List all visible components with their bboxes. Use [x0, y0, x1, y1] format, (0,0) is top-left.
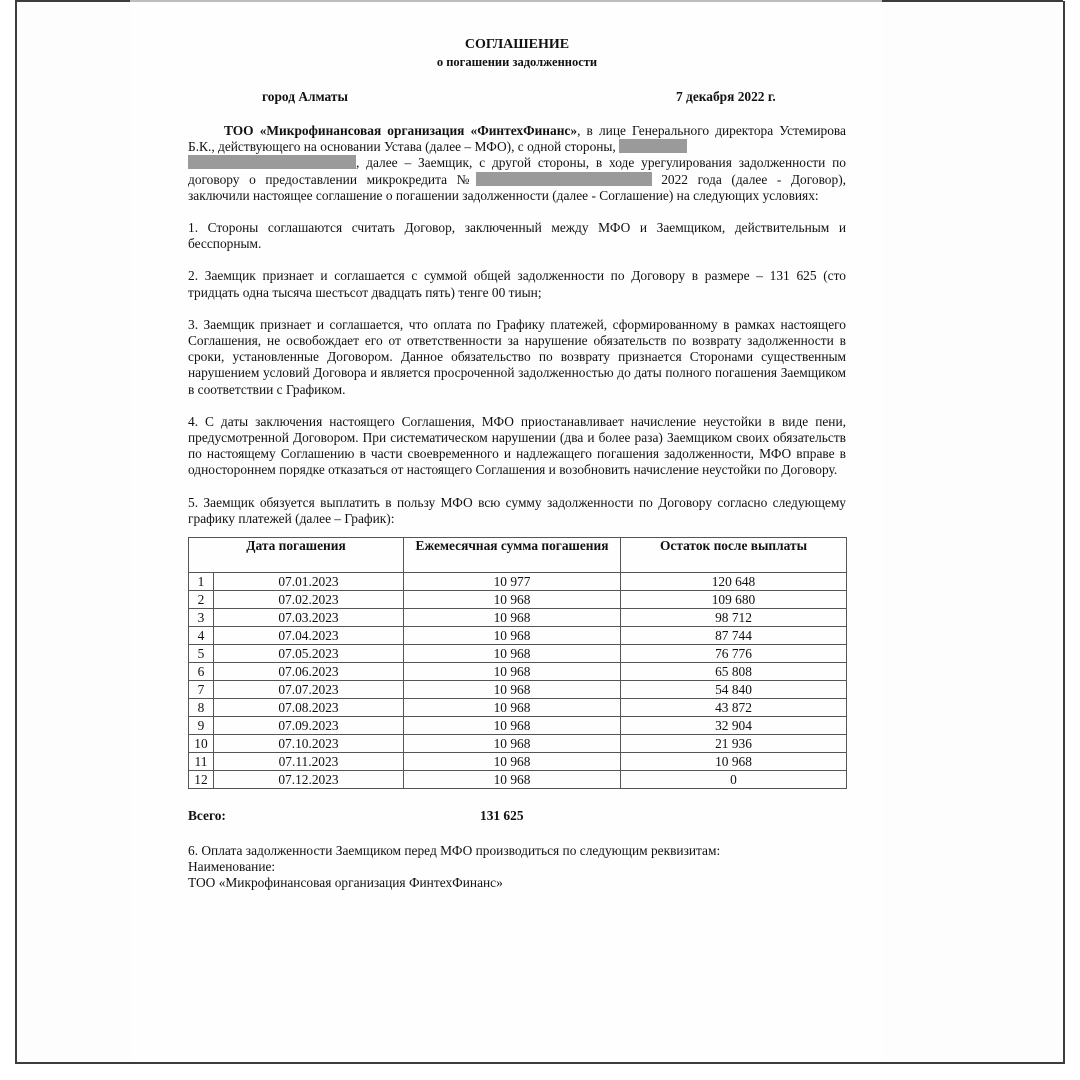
- row-number: 3: [189, 609, 214, 627]
- company-name: ТОО «Микрофинансовая организация «ФинтехФинанс»: [224, 123, 578, 138]
- payment-amount: 10 968: [404, 663, 621, 681]
- payment-date: 07.08.2023: [214, 699, 404, 717]
- clause-5: 5. Заемщик обязуется выплатить в пользу МФО всю сумму задолженности по Договору согласно следующему графику платежей (далее – График):: [188, 494, 846, 526]
- document-content: [188, 36, 846, 892]
- remaining-balance: 21 936: [621, 735, 847, 753]
- row-number: 12: [189, 771, 214, 789]
- table-row: [189, 753, 847, 771]
- payment-date: 07.09.2023: [214, 717, 404, 735]
- clause-3: 3. Заемщик признает и соглашается, что оплата по Графику платежей, сформированному в рамках настоящего Соглашения, не освобождает его от ответственности за нарушение обязательств по возврату задолженности в сроки, установленные Договором. Данное обязательство по возврату признается Сторонами существенным нарушением условий Договора и является просроченной задолженностью до даты полного погашения Заемщиком в соответствии с Графиком.: [188, 316, 846, 397]
- table-row: [189, 771, 847, 789]
- table-row: [189, 699, 847, 717]
- row-number: 2: [189, 591, 214, 609]
- city: город Алматы: [262, 89, 348, 104]
- payment-amount: 10 968: [404, 591, 621, 609]
- payment-amount: 10 968: [404, 609, 621, 627]
- table-row: [189, 717, 847, 735]
- total-value: 131 625: [480, 808, 524, 824]
- payment-date: 07.02.2023: [214, 591, 404, 609]
- document-title: СОГЛАШЕНИЕ: [464, 37, 570, 52]
- payment-amount: 10 968: [404, 681, 621, 699]
- remaining-balance: 32 904: [621, 717, 847, 735]
- remaining-balance: 87 744: [621, 627, 847, 645]
- remaining-balance: 54 840: [621, 681, 847, 699]
- payment-date: 07.11.2023: [214, 753, 404, 771]
- frame-top-border: [882, 0, 1063, 2]
- remaining-balance: 43 872: [621, 699, 847, 717]
- header-balance: Остаток после выплаты: [621, 538, 847, 573]
- payee-name-value: ТОО «Микрофинансовая организация ФинтехФинанс»: [188, 875, 503, 891]
- table-row: [189, 663, 847, 681]
- document-subtitle: о погашении задолженности: [436, 55, 598, 69]
- payment-amount: 10 968: [404, 753, 621, 771]
- intro-text-2: , далее – Заемщик, с другой стороны, в ходе урегулирования задолженности по договору о предоставлении микрокредита №: [188, 155, 846, 187]
- header-amount: Ежемесячная сумма погашения: [404, 538, 621, 573]
- payment-amount: 10 968: [404, 717, 621, 735]
- table-row: [189, 627, 847, 645]
- payment-amount: 10 968: [404, 771, 621, 789]
- table-row: [189, 645, 847, 663]
- payment-amount: 10 968: [404, 699, 621, 717]
- place-date-line: [188, 89, 846, 107]
- total-label: Всего:: [188, 808, 226, 824]
- intro-text-1: , в лице Генерального директора Устемирова Б.К., действующего на основании Устава (далее – МФО), с одной стороны,: [188, 123, 846, 155]
- remaining-balance: 10 968: [621, 753, 847, 771]
- agreement-date: 7 декабря 2022 г.: [676, 89, 776, 104]
- payment-date: 07.03.2023: [214, 609, 404, 627]
- payment-date: 07.10.2023: [214, 735, 404, 753]
- frame-top-border: [15, 0, 130, 2]
- payment-date: 07.12.2023: [214, 771, 404, 789]
- table-row: [189, 591, 847, 609]
- redacted-borrower-name-cont: [188, 155, 356, 169]
- table-row: [189, 573, 847, 591]
- payment-amount: 10 968: [404, 627, 621, 645]
- total-line: [188, 808, 846, 826]
- clause-1: 1. Стороны соглашаются считать Договор, заключенный между МФО и Заемщиком, действительным и бесспорным.: [188, 220, 846, 252]
- payment-amount: 10 968: [404, 645, 621, 663]
- table-header-row: [189, 538, 847, 573]
- payment-date: 07.05.2023: [214, 645, 404, 663]
- payment-date: 07.01.2023: [214, 573, 404, 591]
- payment-amount: 10 977: [404, 573, 621, 591]
- clause-4: 4. С даты заключения настоящего Соглашения, МФО приостанавливает начисление неустойки в виде пени, предусмотренной Договором. При систематическом нарушении (два и более раза) Заемщиком своих обязательств по настоящему Соглашению в части своевременного и надлежащего погашения задолженности, МФО вправе в одностороннем порядке отказаться от настоящего Соглашения и возобновить начисление неустойки по Договору.: [188, 413, 846, 478]
- remaining-balance: 109 680: [621, 591, 847, 609]
- remaining-balance: 65 808: [621, 663, 847, 681]
- payment-date: 07.06.2023: [214, 663, 404, 681]
- row-number: 6: [189, 663, 214, 681]
- payment-amount: 10 968: [404, 735, 621, 753]
- redacted-contract-number: [476, 172, 652, 186]
- row-number: 10: [189, 735, 214, 753]
- table-row: [189, 609, 847, 627]
- remaining-balance: 120 648: [621, 573, 847, 591]
- row-number: 8: [189, 699, 214, 717]
- intro-text-3: 2022 года (далее - Договор), заключили настоящее соглашение о погашении задолженности (далее - Соглашение) на следующих условиях:: [188, 171, 847, 203]
- remaining-balance: 98 712: [621, 609, 847, 627]
- remaining-balance: 0: [621, 771, 847, 789]
- row-number: 1: [189, 573, 214, 591]
- payment-date: 07.04.2023: [214, 627, 404, 645]
- clause-6: 6. Оплата задолженности Заемщиком перед МФО производиться по следующим реквизитам:: [188, 843, 721, 859]
- payment-date: 07.07.2023: [214, 681, 404, 699]
- payee-name-label: Наименование:: [188, 859, 276, 875]
- redacted-borrower-name: [619, 139, 687, 153]
- row-number: 11: [189, 753, 214, 771]
- remaining-balance: 76 776: [621, 645, 847, 663]
- row-number: 4: [189, 627, 214, 645]
- table-row: [189, 681, 847, 699]
- table-row: [189, 735, 847, 753]
- header-date: Дата погашения: [189, 538, 404, 573]
- clause-2: 2. Заемщик признает и соглашается с суммой общей задолженности по Договору в размере – 131 625 (сто тридцать одна тысяча шестьсот двадцать пять) тенге 00 тиын;: [188, 268, 846, 300]
- payment-schedule-table: [188, 537, 847, 789]
- row-number: 9: [189, 717, 214, 735]
- intro-paragraph: [188, 123, 846, 204]
- row-number: 5: [189, 645, 214, 663]
- row-number: 7: [189, 681, 214, 699]
